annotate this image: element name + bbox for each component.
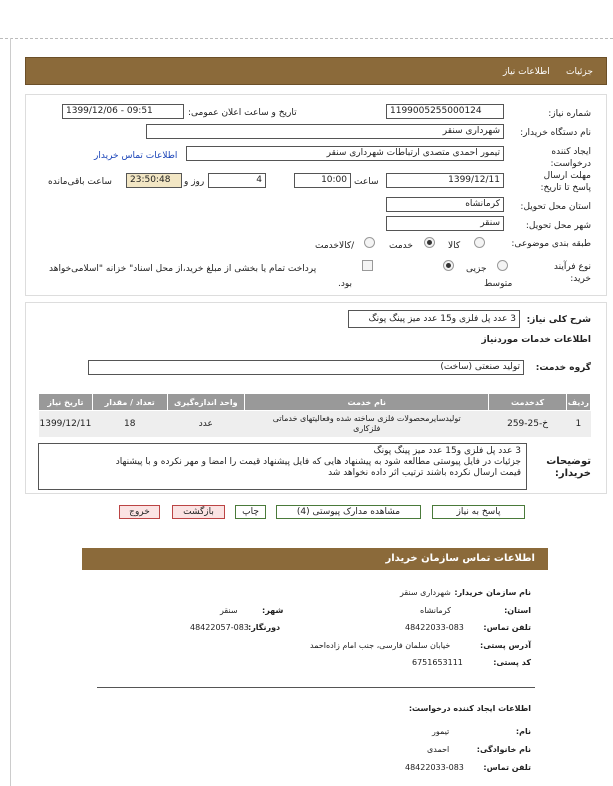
contact-fax: 48422057-083 (190, 623, 249, 632)
buyer-org-label: نام دستگاه خریدار: (520, 128, 591, 138)
contact-address: خیابان سلمان فارسی، جنب امام زاده‌احمد (310, 641, 451, 650)
announce-label: تاریخ و ساعت اعلان عمومی: (188, 108, 297, 118)
tab-need-info[interactable]: اطلاعات نیاز (503, 67, 550, 77)
services-table (38, 393, 591, 437)
cell-unit: عدد (198, 418, 213, 429)
notes-line-3: قیمت ارسال نکرده باشند ترتیب اثر داده نخواهد شد (328, 468, 521, 478)
cell-qty: 18 (124, 418, 136, 429)
contact-phone: 48422033-083 (405, 623, 464, 632)
cell-row: 1 (575, 418, 582, 429)
process-option-minor: جزیی (466, 264, 487, 274)
exit-button[interactable]: خروج (119, 505, 160, 519)
province-label: استان محل تحویل: (520, 202, 591, 212)
contact-link[interactable]: اطلاعات تماس خریدار (94, 151, 178, 161)
top-separator (0, 38, 613, 39)
buyer-org-field[interactable]: شهرداری سنقر (146, 124, 504, 139)
need-number-label: شماره نیاز: (548, 109, 591, 119)
creator-name-label: نام: (515, 727, 531, 736)
deadline-date-field[interactable]: 1399/12/11 (386, 173, 504, 188)
category-option-service: خدمت (389, 241, 413, 251)
notes-box (38, 443, 527, 490)
payment-note: پرداخت تمام یا بخشی از مبلغ خرید،از محل اسناد" خزانه "اسلامی‌خواهد (49, 264, 317, 274)
contact-address-label: آدرس پستی: (480, 641, 531, 650)
summary-field: 3 عدد پل فلزی و15 عدد میز پینگ پونگ (348, 310, 520, 328)
contact-org: شهرداری سنقر (400, 588, 451, 597)
creator-section-title: اطلاعات ایجاد کننده درخواست: (408, 704, 531, 713)
table-row (39, 411, 591, 437)
contact-fax-label: دورنگار: (248, 623, 281, 632)
notes-line-1: 3 عدد پل فلزی و15 عدد میز پینگ پونگ (373, 446, 521, 456)
col-qty: تعداد / مقدار (92, 394, 167, 411)
payment-checkbox[interactable] (362, 260, 373, 271)
creator-phone-label: تلفن تماس: (483, 763, 531, 772)
city-label: شهر محل تحویل: (525, 221, 591, 231)
process-radio-medium[interactable] (443, 260, 454, 271)
notes-label: توضیحات خریدار: (546, 456, 591, 479)
contact-province: کرمانشاه (420, 606, 451, 615)
contact-postal: 6751653111 (412, 658, 463, 667)
remaining-time-field: 23:50:48 (126, 173, 182, 188)
contact-city: سنقر (220, 606, 238, 615)
announce-field[interactable]: 1399/12/06 - 09:51 (62, 104, 184, 119)
deadline-time-field[interactable]: 10:00 (294, 173, 351, 188)
process-label: نوع فرآیند خرید: (553, 262, 591, 284)
creator-field[interactable]: تیمور احمدی متصدی ارتباطات شهرداری سنقر (186, 146, 504, 161)
col-row: ردیف (566, 394, 590, 411)
city-field[interactable]: سنقر (386, 216, 504, 231)
contact-province-label: استان: (504, 606, 531, 615)
creator-family: احمدی (427, 745, 450, 754)
category-option-goods: کالا (448, 241, 461, 251)
cell-code: خ-25-259 (507, 418, 549, 429)
reply-button[interactable]: پاسخ به نیاز (432, 505, 525, 519)
contact-title: اطلاعات تماس سازمان خریدار (385, 553, 535, 564)
province-field[interactable]: کرمانشاه (386, 197, 504, 212)
deadline-label: مهلت ارسال پاسخ تا تاریخ: (540, 171, 591, 193)
contact-phone-label: تلفن تماس: (483, 623, 531, 632)
notes-line-2: جزئیات در فایل پیوستی مطالعه شود به پیشنهاد هایی که فایل پیشنهاد قیمت را امضا و مهر نکرده و با پیشنهاد (115, 457, 521, 467)
contact-city-label: شهر: (262, 606, 284, 615)
group-field: تولید صنعتی (ساخت) (88, 360, 524, 375)
summary-label: شرح کلی نیاز: (526, 315, 591, 325)
need-number-field[interactable]: 1199005255000124 (386, 104, 504, 119)
col-code: کدخدمت (489, 394, 566, 411)
back-button[interactable]: بازگشت (172, 505, 225, 519)
col-unit: واحد اندازه‌گیری (167, 394, 244, 411)
tab-details[interactable]: جزئیات (566, 67, 593, 77)
contact-org-label: نام سازمان خریدار: (454, 588, 531, 597)
contact-divider (97, 687, 535, 688)
contact-postal-label: کد پستی: (493, 658, 531, 667)
left-border (10, 38, 11, 786)
category-radio-service[interactable] (424, 237, 435, 248)
services-title: اطلاعات خدمات موردنیاز (481, 335, 591, 345)
col-name: نام خدمت (245, 394, 489, 411)
creator-label: ایجاد کننده درخواست: (550, 147, 591, 169)
remaining-label: ساعت باقی‌مانده (48, 177, 112, 187)
category-label: طبقه بندی موضوعی: (511, 239, 591, 249)
process-option-medium: متوسط (484, 279, 513, 289)
payment-note-2: بود. (338, 279, 353, 289)
creator-name: تیمور (432, 727, 450, 736)
attachments-button[interactable]: مشاهده مدارک پیوستی (4) (276, 505, 421, 519)
col-date: تاریخ نیاز (39, 394, 93, 411)
creator-family-label: نام خانوادگی: (476, 745, 531, 754)
cell-name: تولیدسایرمحصولات فلزی ساخته شده وفعالیتهای خدماتی فلزکاری (272, 413, 461, 433)
days-label: روز و (184, 177, 205, 187)
category-option-goods-service: /کالاخدمت (315, 241, 355, 251)
group-label: گروه خدمت: (535, 363, 591, 373)
cell-date: 1399/12/11 (39, 418, 92, 429)
days-field: 4 (208, 173, 266, 188)
process-radio-minor[interactable] (497, 260, 508, 271)
creator-phone: 48422033-083 (405, 763, 464, 772)
print-button[interactable]: چاپ (235, 505, 266, 519)
time-label: ساعت (354, 177, 379, 187)
category-radio-goods-service[interactable] (364, 237, 375, 248)
category-radio-goods[interactable] (474, 237, 485, 248)
